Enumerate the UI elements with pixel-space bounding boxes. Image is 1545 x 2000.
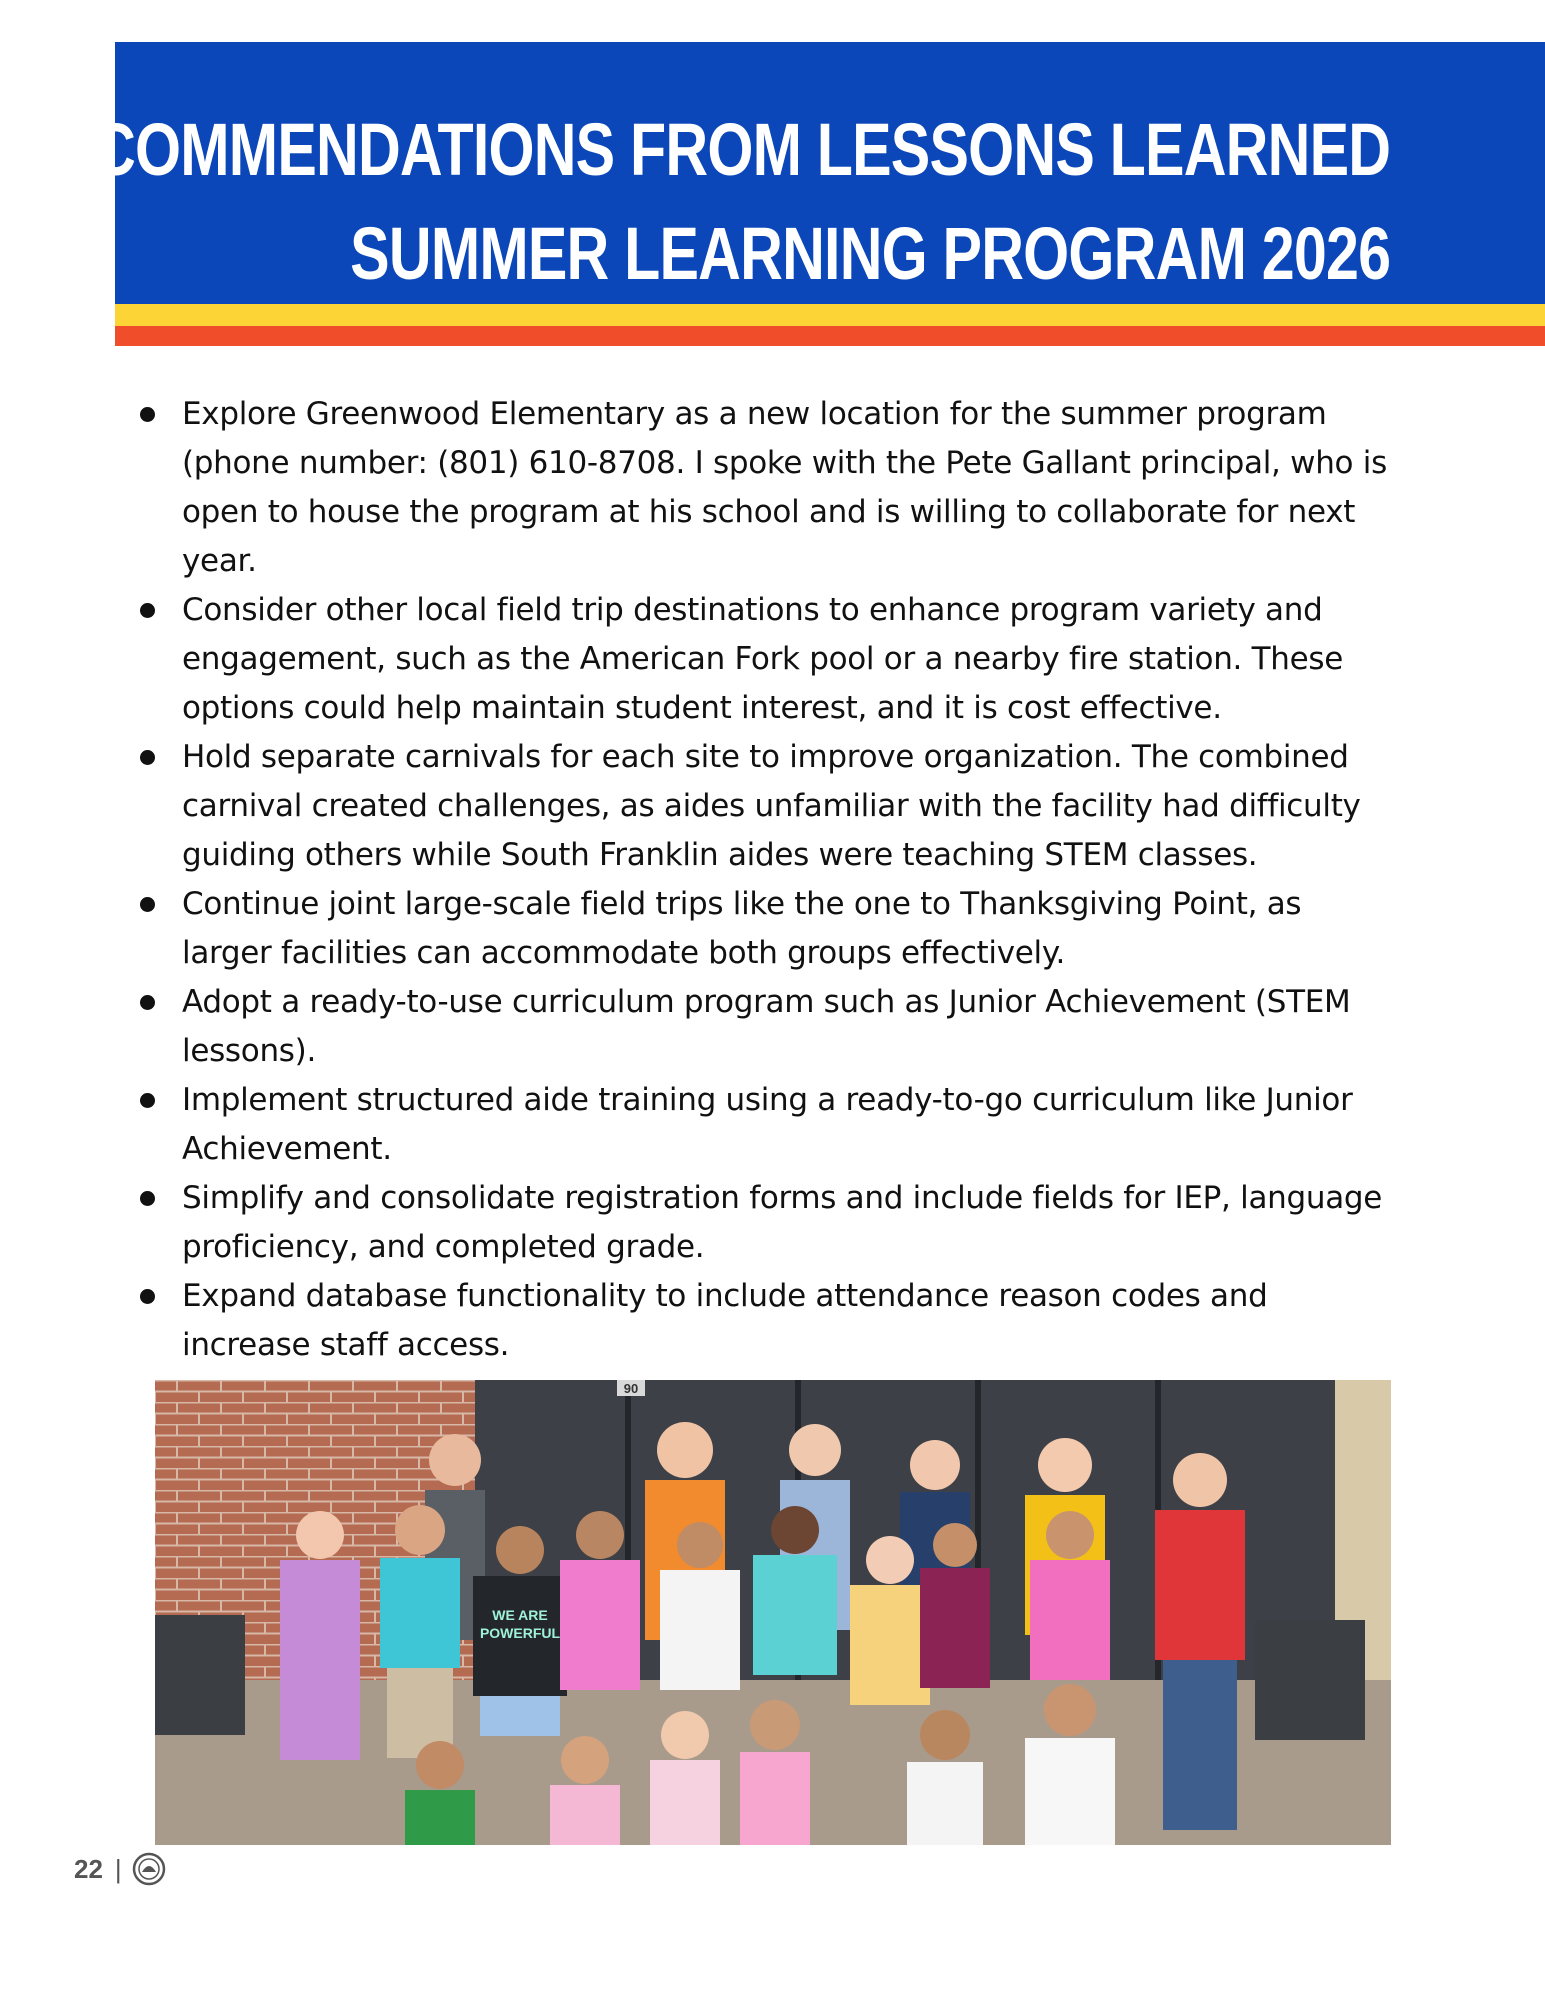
list-item-text: Implement structured aide training using a ready-to-go curriculum like Junior Achievement. xyxy=(182,1082,1353,1167)
organization-seal-icon xyxy=(132,1852,166,1886)
footer-separator: | xyxy=(114,1853,122,1884)
list-item-text: Hold separate carnivals for each site to improve organization. The combined carnival created challenges, as aides unfamiliar with the facility had difficulty guiding others while South Franklin aides were teaching STEM classes. xyxy=(182,739,1361,873)
list-item xyxy=(130,390,1400,586)
red-stripe xyxy=(115,326,1545,346)
bullet-icon xyxy=(140,897,155,912)
page-title-line-1: RECOMMENDATIONS FROM LESSONS LEARNED xyxy=(12,108,1390,191)
list-item xyxy=(130,1076,1400,1174)
list-item xyxy=(130,1174,1400,1272)
bullet-icon xyxy=(140,750,155,765)
list-item-text: Explore Greenwood Elementary as a new location for the summer program (phone number: (801) 610-8708. I spoke with the Pete Gallant principal, who is open to house the program at his school and is willing to collaborate for next year. xyxy=(182,396,1387,579)
bench-right xyxy=(1255,1620,1365,1740)
group-photo xyxy=(155,1380,1391,1845)
bullet-icon xyxy=(140,1191,155,1206)
list-item xyxy=(130,1272,1400,1370)
list-item xyxy=(130,733,1400,880)
bullet-icon xyxy=(140,1289,155,1304)
list-item-text: Expand database functionality to include attendance reason codes and increase staff access. xyxy=(182,1278,1268,1363)
list-item-text: Continue joint large-scale field trips like the one to Thanksgiving Point, as larger facilities can accommodate both groups effectively. xyxy=(182,886,1302,971)
list-item xyxy=(130,978,1400,1076)
door-number: 90 xyxy=(623,1381,639,1396)
page-number: 22 xyxy=(74,1853,103,1884)
list-item-text: Adopt a ready-to-use curriculum program such as Junior Achievement (STEM lessons). xyxy=(182,984,1351,1069)
list-item xyxy=(130,880,1400,978)
bullet-icon xyxy=(140,995,155,1010)
group-photo-illustration xyxy=(155,1380,1391,1845)
page-title xyxy=(12,98,1390,306)
bullet-icon xyxy=(140,407,155,422)
shirt-text-line-2: POWERFUL xyxy=(479,1625,561,1641)
list-item-text: Simplify and consolidate registration forms and include fields for IEP, language proficiency, and completed grade. xyxy=(182,1180,1383,1265)
shirt-text-line-1: WE ARE xyxy=(492,1607,548,1623)
recommendations-list xyxy=(130,390,1400,1370)
title-banner xyxy=(12,42,1545,304)
bench-left xyxy=(155,1615,245,1735)
bullet-icon xyxy=(140,1093,155,1108)
page-title-line-2: SUMMER LEARNING PROGRAM 2026 xyxy=(349,212,1390,295)
page-footer xyxy=(74,1852,166,1886)
list-item xyxy=(130,586,1400,733)
list-item-text: Consider other local field trip destinations to enhance program variety and engagement, such as the American Fork pool or a nearby fire station. These options could help maintain student interest, and it is cost effective. xyxy=(182,592,1344,726)
bullet-icon xyxy=(140,603,155,618)
yellow-stripe xyxy=(115,304,1545,326)
